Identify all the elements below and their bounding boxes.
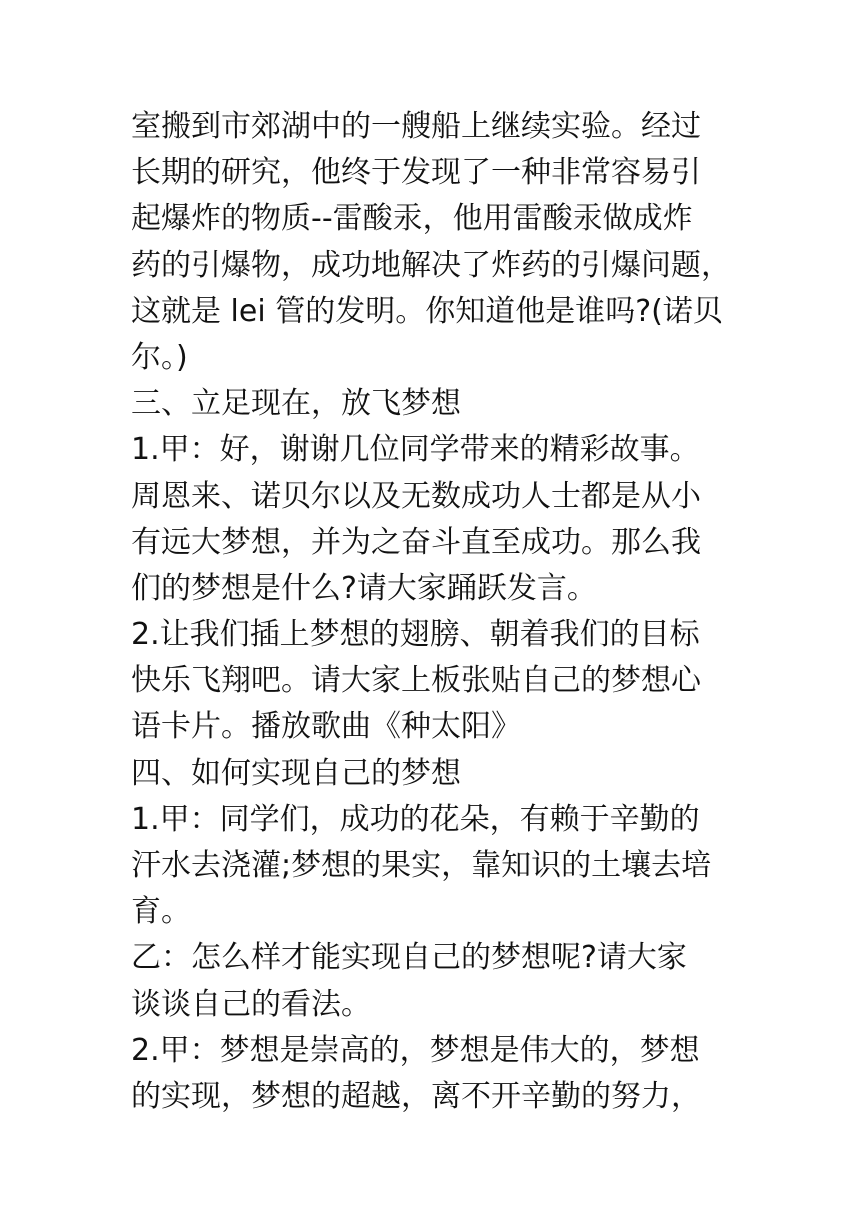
text-line: 1.甲：好，谢谢几位同学带来的精彩故事。: [131, 432, 700, 468]
text-line: 快乐飞翔吧。请大家上板张贴自己的梦想心: [131, 663, 701, 699]
text-line: 乙：怎么样才能实现自己的梦想呢?请大家: [131, 940, 687, 976]
body-text: [131, 104, 737, 1120]
text-line: 室搬到市郊湖中的一艘船上继续实验。经过: [131, 109, 701, 144]
text-line: 育。: [131, 894, 191, 930]
section-heading: 三、立足现在，放飞梦想: [131, 386, 461, 422]
text-line: 药的引爆物，成功地解决了炸药的引爆问题，: [131, 247, 731, 283]
text-line: 1.甲：同学们，成功的花朵，有赖于辛勤的: [131, 801, 700, 837]
text-line: 尔。): [131, 339, 188, 375]
text-line: 周恩来、诺贝尔以及无数成功人士都是从小: [131, 478, 701, 514]
text-line: 起爆炸的物质--雷酸汞，他用雷酸汞做成炸: [131, 201, 693, 237]
text-line: 长期的研究，他终于发现了一种非常容易引: [131, 155, 701, 191]
text-line: 谈谈自己的看法。: [131, 986, 371, 1022]
text-line: 2.让我们插上梦想的翅膀、朝着我们的目标: [131, 617, 700, 653]
text-line: 们的梦想是什么?请大家踊跃发言。: [131, 570, 597, 606]
section-heading: 四、如何实现自己的梦想: [131, 755, 461, 791]
text-line: 有远大梦想，并为之奋斗直至成功。那么我: [131, 524, 701, 560]
text-line: 汗水去浇灌;梦想的果实，靠知识的土壤去培: [131, 848, 712, 883]
text-line: 这就是 lei 管的发明。你知道他是谁吗?(诺贝: [131, 293, 723, 329]
text-line: 语卡片。播放歌曲《种太阳》: [131, 709, 521, 745]
text-line: 2.甲：梦想是崇高的，梦想是伟大的，梦想: [131, 1032, 700, 1068]
text-line: 的实现，梦想的超越，离不开辛勤的努力，: [131, 1078, 701, 1114]
